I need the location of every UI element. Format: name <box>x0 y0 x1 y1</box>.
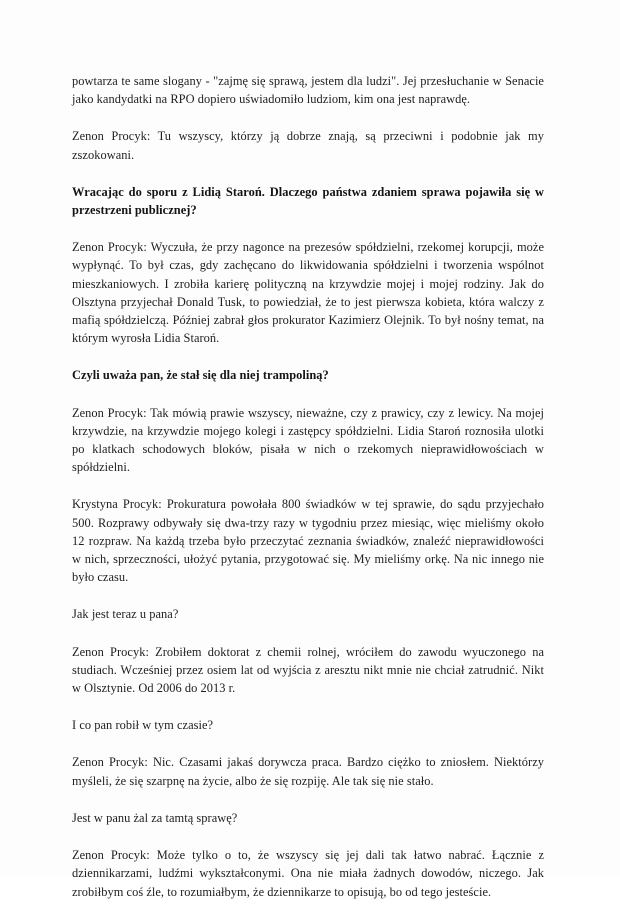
answer-paragraph: Zenon Procyk: Wyczuła, że przy nagonce na prezesów spółdzielni, rzekomej korupcji, może wypłynąć. To był czas, gdy zachęcano do likwidowania spółdzielni i tworzenia wspólnot mieszkaniowych. I zrobiła karierę polityczną na krzywdzie mojej i mojej rodziny. Jak do Olsztyna przyjechał Donald Tusk, to powiedział, że to jest pierwsza kobieta, która walczy z mafią spółdzielczą. Później zabrał głos prokurator Kazimierz Olejnik. To był nośny temat, na którym wyrosła Lidia Staroń. <box>72 240 544 346</box>
question-paragraph: Jak jest teraz u pana? <box>72 607 179 622</box>
answer-paragraph: Zenon Procyk: Może tylko o to, że wszyscy się jej dali tak łatwo nabrać. Łącznie z dziennikarzami, ludźmi wykształconymi. Ona nie miała żadnych dowodów, niczego. Jak zrobiłbym coś źle, to rozumiałbym, że dziennikarze to opisują, bo od tego jesteście. <box>72 848 544 899</box>
answer-paragraph: Zenon Procyk: Zrobiłem doktorat z chemii rolnej, wróciłem do zawodu wyuczonego na studiach. Wcześniej przez osiem lat od wyjścia z aresztu nikt mnie nie chciał zatrudnić. Nikt w Olsztynie. Od 2006 do 2013 r. <box>72 644 544 696</box>
answer-paragraph: Zenon Procyk: Nic. Czasami jakaś dorywcza praca. Bardzo ciężko to zniosłem. Niektórzy myśleli, że się szarpnę na życie, albo że się rozpiję. Ale tak się nie stało. <box>72 755 544 788</box>
document-body <box>72 72 544 920</box>
answer-paragraph: Krystyna Procyk: Prokuratura powołała 800 świadków w tej sprawie, do sądu przyjechało 500. Rozprawy odbywały się dwa-trzy razy w tygodniu przez miesiąc, więc mieliśmy około 12 rozpraw. Na każdą trzeba było przeczytać zeznania świadków, znaleźć nieprawidłowości w nich, sprzeczności, ułożyć pytania, przygotować się. My mieliśmy orkę. Na nic innego nie było czasu. <box>72 497 544 585</box>
answer-paragraph: Zenon Procyk: Tu wszyscy, którzy ją dobrze znają, są przeciwni i podobnie jak my zszokowani. <box>72 129 544 162</box>
question-heading: Wracając do sporu z Lidią Staroń. Dlaczego państwa zdaniem sprawa pojawiła się w przestrzeni publicznej? <box>72 184 544 218</box>
question-paragraph: I co pan robił w tym czasie? <box>72 718 214 733</box>
paragraph-continuation: powtarza te same slogany - "zajmę się sprawą, jestem dla ludzi". Jej przesłuchanie w Senacie jako kandydatki na RPO dopiero uświadomiło ludziom, kim ona jest naprawdę. <box>72 74 544 107</box>
answer-paragraph: Zenon Procyk: Tak mówią prawie wszyscy, nieważne, czy z prawicy, czy z lewicy. Na mojej krzywdzie, na krzywdzie mojego kolegi i zastępcy spółdzielni. Lidia Staroń roznosiła ulotki po klatkach schodowych bloków, pisała w nich o rzekomych nieprawidłowościach w spółdzielni. <box>72 405 544 475</box>
question-paragraph: Jest w panu żal za tamtą sprawę? <box>72 810 238 825</box>
question-heading: Czyli uważa pan, że stał się dla niej trampoliną? <box>72 368 329 383</box>
